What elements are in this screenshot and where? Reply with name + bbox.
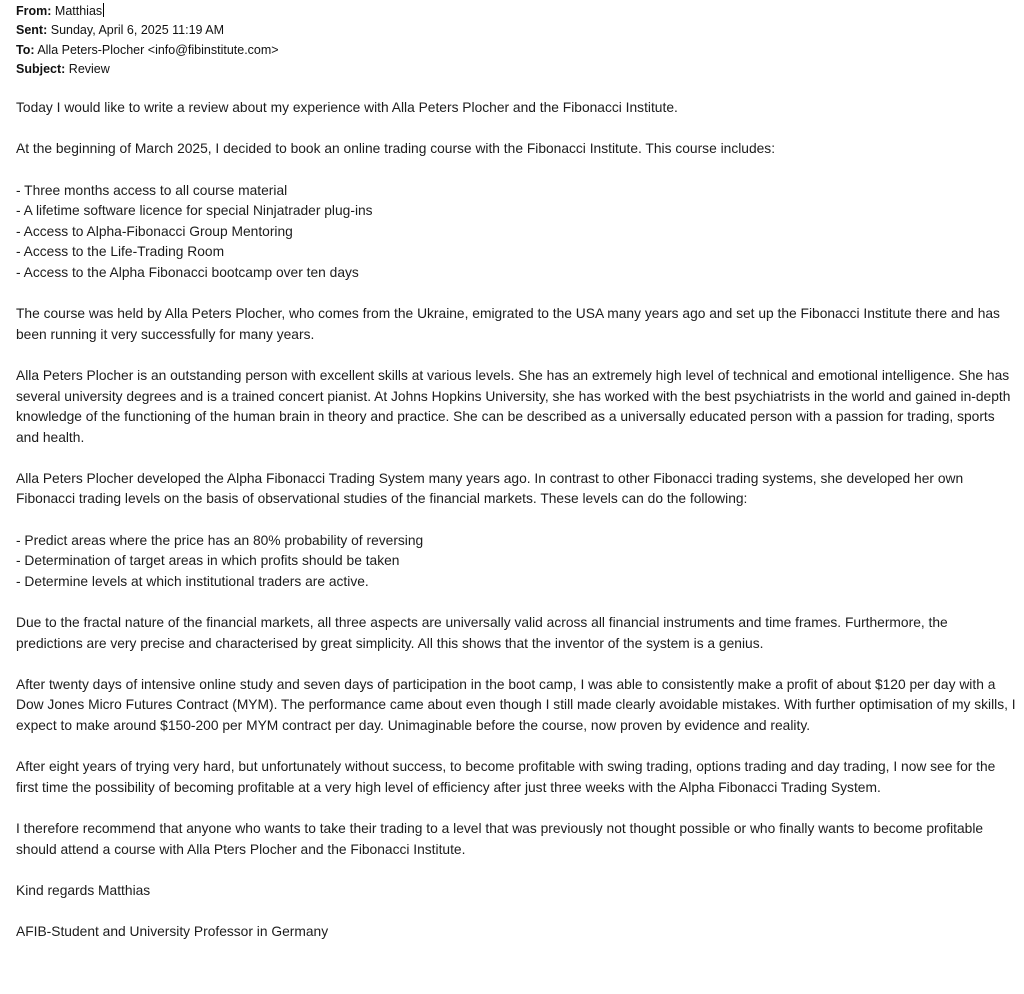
to-label: To: (16, 42, 35, 57)
list-item: - A lifetime software licence for special Ninjatrader plug-ins (16, 203, 373, 219)
system-intro-paragraph: Alla Peters Plocher developed the Alpha Fibonacci Trading System many years ago. In contrast to other Fibonacci trading systems, she developed her own Fibonacci trading levels on the basis of observational studies of the financial markets. These levels can do the following: (16, 470, 964, 507)
list-item: - Determine levels at which institutional traders are active. (16, 573, 369, 589)
experience-paragraph: After eight years of trying very hard, but unfortunately without success, to become profitable with swing trading, options trading and day trading, I now see for the first time the possibility of becoming profitable at a very high level of efficiency after just three weeks with the Alpha Fibonacci Trading System. (16, 759, 996, 795)
held-by-paragraph: The course was held by Alla Peters Plocher, who comes from the Ukraine, emigrated to the USA many years ago and set up the Fibonacci Institute there and has been running it very successfully for many years. (16, 306, 1000, 342)
fractal-paragraph: Due to the fractal nature of the financial markets, all three aspects are universally valid across all financial instruments and time frames. Furthermore, the predictions are very precise and characterised by great simplicity. All this shows that the inventor of the system is a genius. (16, 615, 948, 651)
list-item: - Access to the Alpha Fibonacci bootcamp over ten days (16, 264, 359, 280)
email-message (16, 2, 1016, 943)
list-item: - Access to Alpha-Fibonacci Group Mentoring (16, 223, 293, 239)
course-intro-paragraph: At the beginning of March 2025, I decided to book an online trading course with the Fibonacci Institute. This course includes: (16, 141, 776, 157)
results-paragraph: After twenty days of intensive online study and seven days of participation in the boot camp, I was able to consistently make a profit of about $120 per day with a Dow Jones Micro Futures Contract (MYM). The performance came about even though I still made clearly avoidable mistakes. With further optimisation of my skills, I expect to make around $150-200 per MYM contract per day. Unimaginable before the course, now proven by evidence and reality. (16, 676, 1016, 733)
list-item: - Three months access to all course material (16, 182, 288, 198)
email-headers (16, 2, 1016, 79)
sent-row (16, 21, 1016, 40)
recommend-paragraph: I therefore recommend that anyone who wants to take their trading to a level that was previously not thought possible or who finally wants to become profitable should attend a course with Alla Pters Plocher and the Fibonacci Institute. (16, 820, 984, 857)
text-cursor (103, 3, 104, 17)
level-items-list (16, 531, 1016, 593)
intro-paragraph: Today I would like to write a review about my experience with Alla Peters Plocher and the Fibonacci Institute. (16, 100, 678, 116)
list-item: - Determination of target areas in which profits should be taken (16, 553, 400, 569)
subject-label: Subject: (16, 61, 66, 76)
from-value[interactable]: Matthias (54, 4, 103, 18)
signature-line: AFIB-Student and University Professor in Germany (16, 923, 329, 939)
sent-value: Sunday, April 6, 2025 11:19 AM (50, 23, 225, 38)
to-value[interactable]: Alla Peters-Plocher <info@fibinstitute.com> (37, 42, 279, 57)
list-item: - Access to the Life-Trading Room (16, 244, 225, 260)
email-body (16, 98, 1016, 942)
from-row (16, 2, 1016, 21)
about-person-paragraph: Alla Peters Plocher is an outstanding person with excellent skills at various levels. She has an extremely high level of technical and emotional intelligence. She has several university degrees and is a trained concert pianist. At Johns Hopkins University, she has worked with the best psychiatrists in the world and gained in-depth knowledge of the functioning of the human brain in theory and practice. She can be described as a universally educated person with a passion for trading, sports and health. (16, 367, 1011, 445)
sent-label: Sent: (16, 23, 48, 38)
subject-value: Review (68, 61, 110, 76)
subject-row (16, 60, 1016, 79)
regards-line: Kind regards Matthias (16, 882, 151, 898)
from-label: From: (16, 4, 52, 18)
to-row (16, 41, 1016, 60)
list-item: - Predict areas where the price has an 80% probability of reversing (16, 532, 424, 548)
course-items-list (16, 181, 1016, 284)
